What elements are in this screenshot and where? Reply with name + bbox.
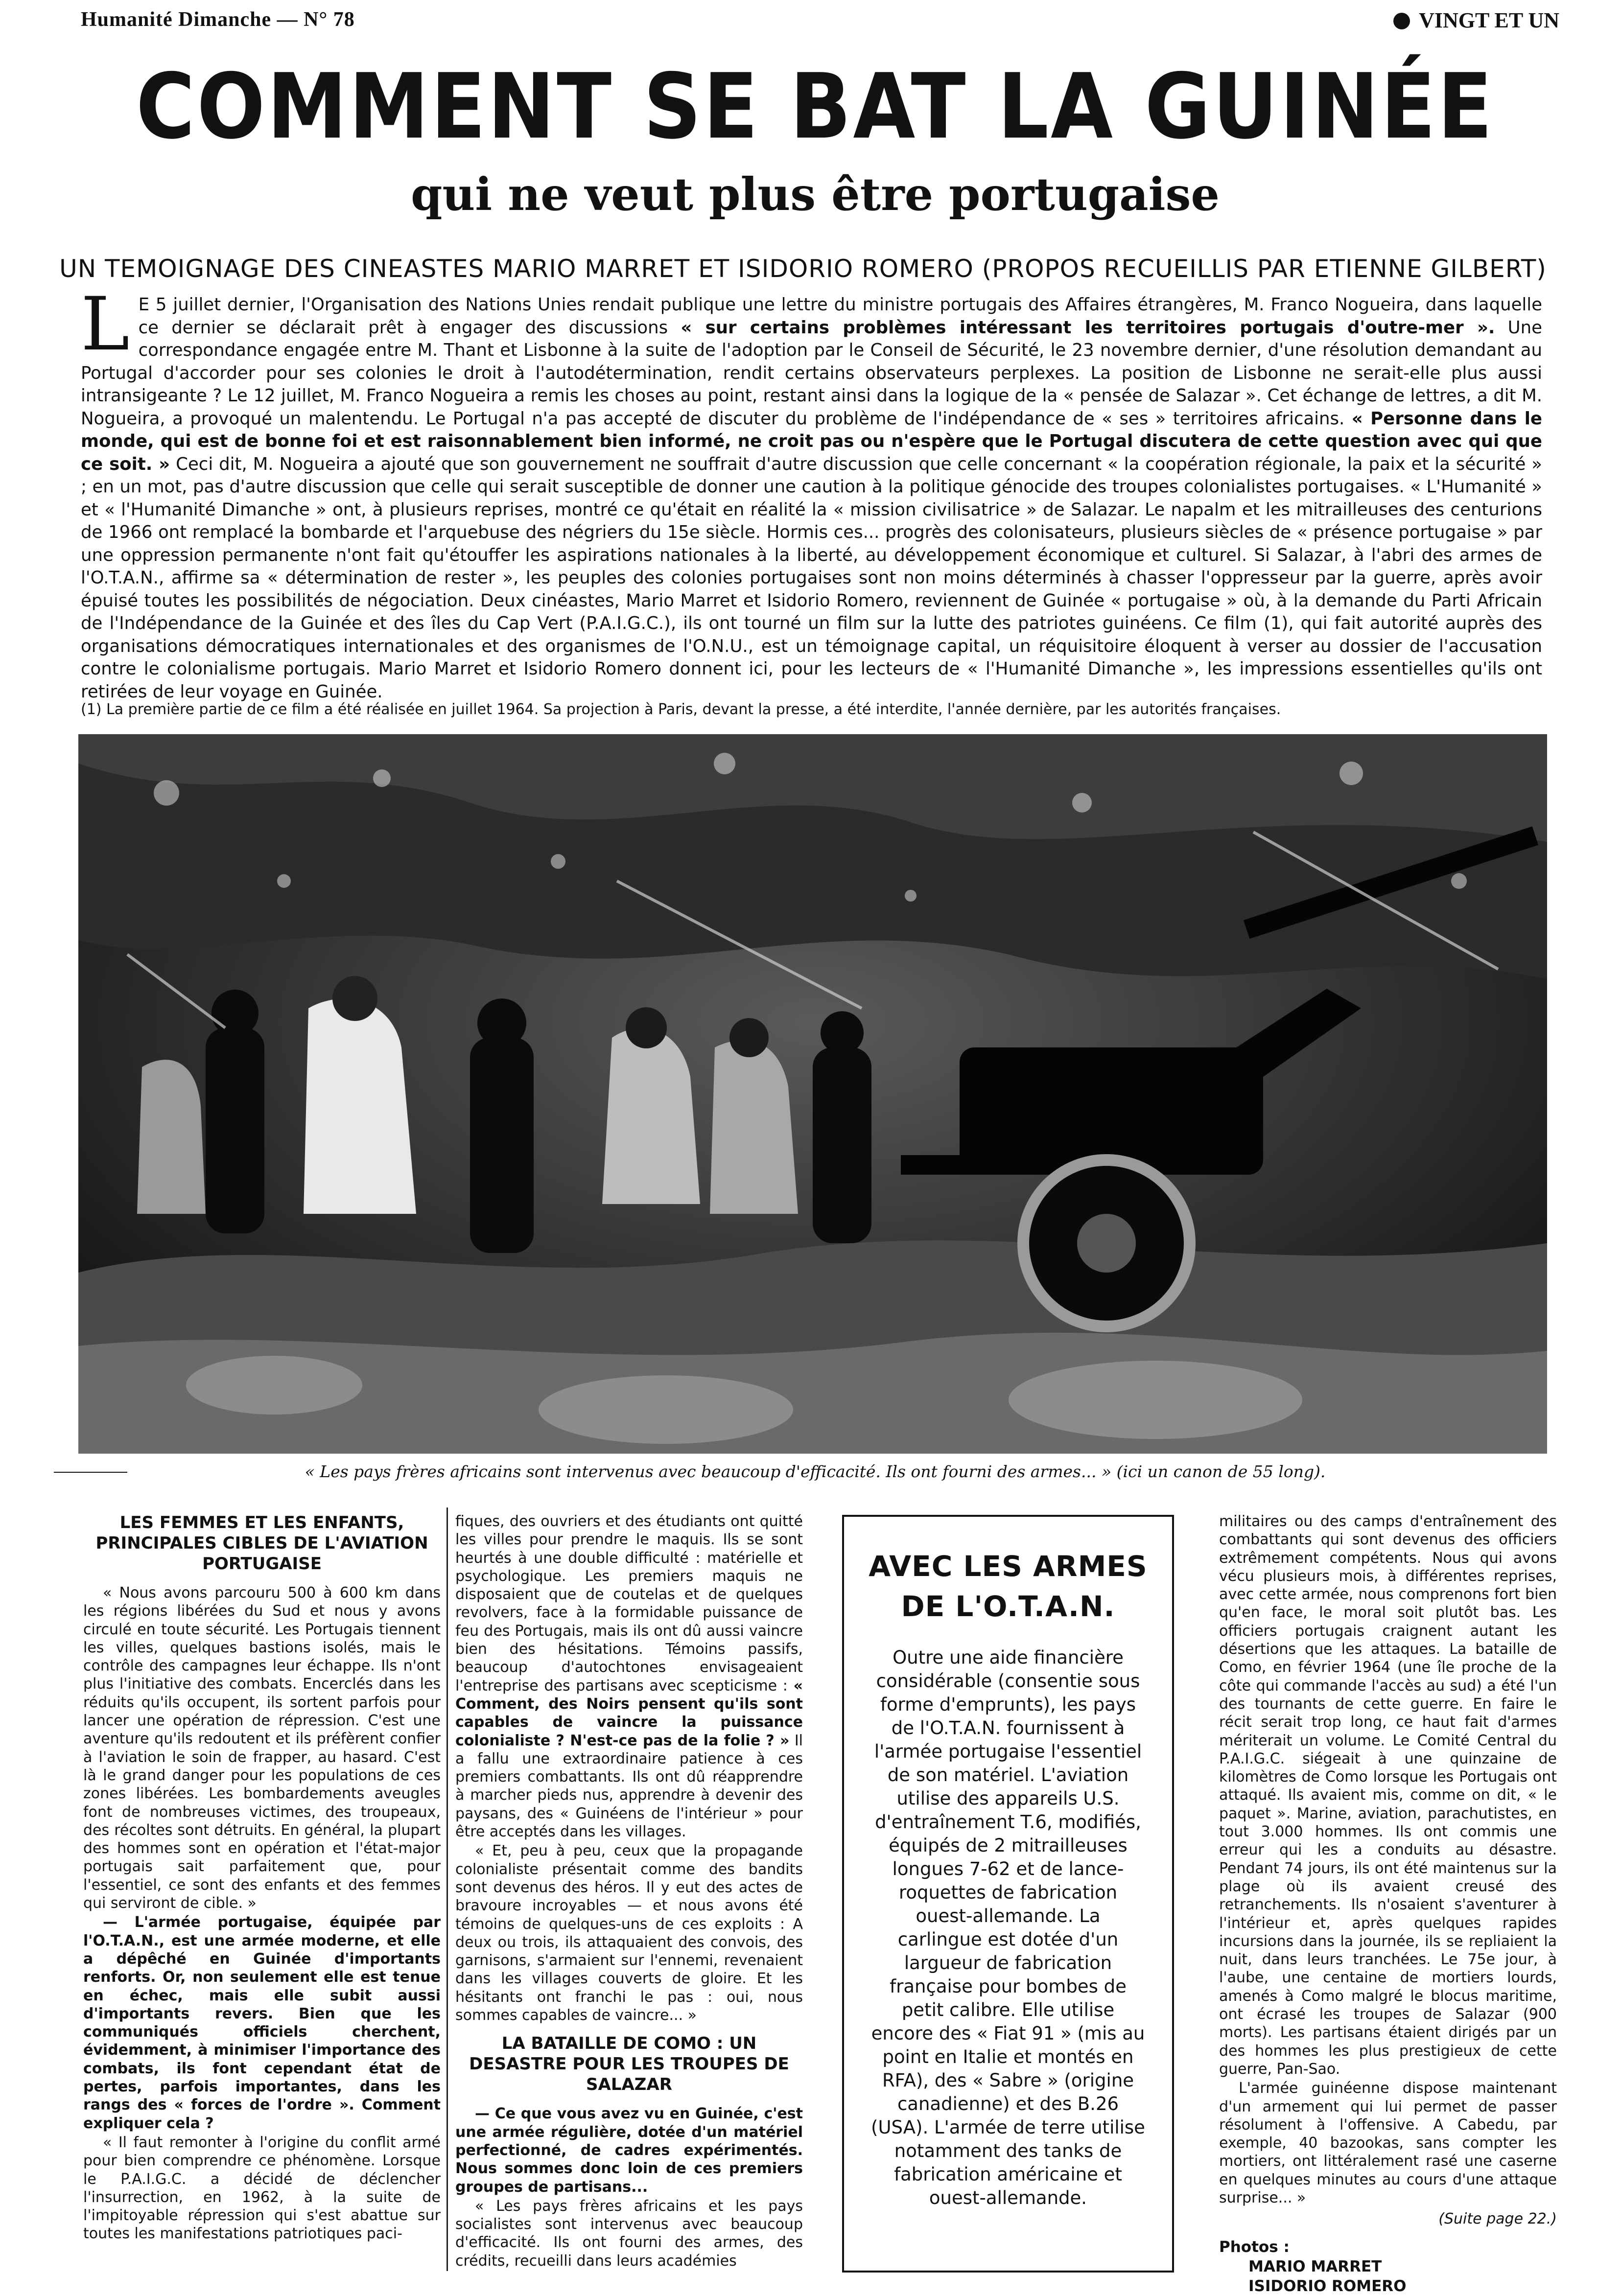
box-title: AVEC LES ARMES DE L'O.T.A.N. [869,1550,1148,1623]
photo-caption: « Les pays frères africains sont intervenus avec beaucoup d'efficacité. Ils ont fourni des armes... » (ici un canon de 55 long). [83,1461,1547,1483]
column-3 [1219,1512,1557,2296]
intro-p3: Ceci dit, M. Nogueira a ajouté que son gouvernement ne souffrait d'autre discussion que celle concernant « la coopération régionale, la paix et la sécurité » ; en un mot, pas d'autre discussion que celle qui serait susceptible de donner une caution à la politique génocide des troupes colonialistes portugaises. « L'Humanité » et « l'Humanité Dimanche » ont, à plusieurs reprises, montré ce qu'était en réalité la « mission civilisatrice » de Salazar. Le napalm et les mitrailleuses des centurions de 1966 ont remplacé la bombarde et l'arquebuse des négriers du 15e siècle. Hormis ces... progrès des colonisateurs, plusieurs siècles de « présence portugaise » par une oppression permanente n'ont fait qu'étouffer les aspirations nationales à la liberté, au développement économique et culturel. Si Salazar, à l'abri des armes de l'O.T.A.N., affirme sa « détermination de rester », les peuples des colonies portugaises sont non moins déterminés à chasser l'oppresseur par la guerre, après avoir épuisé toutes les possibilités de négociation. Deux cinéastes, Mario Marret et Isidorio Romero, reviennent de Guinée « portugaise » où, à la demande du Parti Africain de l'Indépendance de la Guinée et des îles du Cap Vert (P.A.I.G.C.), ils ont tourné un film sur la lutte des patriotes guinéens. Ce film (1), qui fait autorité auprès des organisations démocratiques internationales et des organismes de l'O.N.U., est un témoignage capital, un réquisitoire éloquent à verser au dossier de l'accusation contre le colonialisme portugais. Mario Marret et Isidorio Romero donnent ici, pour les lecteurs de « l'Humanité Dimanche », les impressions essentielles qu'ils ont retirées de leur voyage en Guinée. [81,454,1542,702]
col1-question: — L'armée portugaise, équipée par l'O.T.A.N., est une armée moderne, et elle a dépêché en Guinée d'importants renforts. Or, non seulement elle est tenue en échec, mais elle subit aussi d'importants revers. Bien que les communiqués officiels cherchent, évidemment, à minimiser l'importance des combats, ils font cependant état de pertes, parfois importantes, dans les rangs des « forces de l'ordre ». Comment expliquer cela ? [83,1914,441,2132]
section-heading-1: LES FEMMES ET LES ENFANTS, PRINCIPALES CIBLES DE L'AVIATION PORTUGAISE [95,1513,428,1574]
col2-p1: fiques, des ouvriers et des étudiants ont quitté les villes pour prendre le maquis. Ils se sont heurtés à une double difficulté : matérielle et psychologique. Les premiers maquis ne disposaient que de coutelas et de quelques revolvers, face à la formidable puissance de feu des Portugais, mais ils ont dû aussi vaincre bien des hésitations. Témoins passifs, beaucoup d'autochtones envisageaient l'entreprise des partisans avec scepticisme : [455,1513,803,1694]
intro-p2: Une correspondance engagée entre M. Thant et Lisbonne à la suite de l'adoption par le Conseil de Sécurité, le 23 novembre dernier, d'une résolution demandant au Portugal d'accorder pour ses colonies le droit à l'autodétermination, rendit certains observateurs perplexes. La position de Lisbonne ne serait-elle plus aussi intransigeante ? Le 12 juillet, M. Franco Nogueira a remis les choses au point, restant ainsi dans la logique de la « pensée de Salazar ». Cet échange de lettres, a dit M. Nogueira, a provoqué un malentendu. Le Portugal n'a pas accepté de discuter du problème de l'indépendance de « ses » territoires africains. [81,317,1543,429]
page-header [81,8,1559,37]
continued-notice: (Suite page 22.) [1438,2210,1557,2228]
col1-paragraph: « Nous avons parcouru 500 à 600 km dans les régions libérées du Sud et nous y avons circulé en toute sécurité. Les Portugais tiennent les villes, quelques bastions isolés, mais le contrôle des campagnes leur échappe. Ils n'ont plus l'initiative des combats. Encerclés dans les réduits qu'ils occupent, ils sortent parfois pour lancer une opération de répression. C'est une aventure qu'ils redoutent et ils préfèrent confier à l'aviation le soin de frapper, au hasard. C'est là le grand danger pour les populations de ces zones libérées. Les bombardements aveugles font de nombreuses victimes, des troupeaux, des récoltes sont détruits. En général, la plupart des hommes sont en opération et l'état-major portugais sait parfaitement que, pour l'essentiel, ce sont des enfants et des femmes qui serviront de cible. » [83,1584,441,1912]
page-number-label: VINGT ET UN [1419,8,1559,32]
col2-paragraph [455,1512,803,1841]
photographer-name: ISIDORIO ROMERO [1248,2277,1407,2295]
photos-label: Photos : [1219,2238,1290,2256]
bullet-icon [1393,13,1410,29]
col2-p1-end: Il a fallu une extraordinaire patience à ces premiers combattants. Ils ont dû réapprendre à marcher pieds nus, apprendre à devenir des paysans, des « Guinéens de l'intérieur » pour être acceptés dans les villages. [455,1732,803,1841]
intro-quote-1: « sur certains problèmes intéressant les territoires portugais d'outre-mer ». [681,317,1495,338]
col2-paragraph: « Les pays frères africains et les pays socialistes sont intervenus avec beaucoup d'efficacité. Ils ont fourni des armes, des crédits, recueilli dans leurs académies [455,2197,803,2270]
footnote: (1) La première partie de ce film a été réalisée en juillet 1964. Sa projection à Paris, devant la presse, a été interdite, l'année dernière, par les autorités françaises. [81,701,1281,718]
subheadline: qui ne veut plus être portugaise [411,168,1220,221]
publication-name: Humanité Dimanche — N° 78 [81,8,355,31]
col2-quote: « Comment, des Noirs pensent qu'ils sont capables de vaincre la puissance colonialiste ? N'est-ce pas de la folie ? » [455,1677,803,1749]
page-number [1393,8,1559,33]
intro-quote-2: « Personne dans le monde, qui est de bonne foi et est raisonnablement bien informé, ne croit pas ou n'espère que le Portugal discutera de cette question avec qui que ce soit. » [81,408,1542,474]
article-photo [78,734,1547,1454]
photo-guerrillas-with-cannon [78,734,1547,1454]
col3-paragraph: L'armée guinéenne dispose maintenant d'un armement qui lui permet de passer résolument à l'offensive. A Cabedu, par exemple, 40 bazookas, sans compter les mortiers, ont littéralement rasé une caserne en quelques minutes au cours d'une attaque surprise... » [1219,2080,1557,2206]
photographer-name: MARIO MARRET [1248,2257,1382,2275]
sidebar-box [842,1515,1174,2273]
col2-question: — Ce que vous avez vu en Guinée, c'est une armée régulière, dotée d'un matériel perfectionné, de cadres expérimentés. Nous sommes donc loin de ces premiers groupes de partisans... [455,2105,803,2196]
column-2 [455,1512,803,2271]
section-heading-2: LA BATAILLE DE COMO : UN DESASTRE POUR LES TROUPES DE SALAZAR [469,2034,789,2095]
col3-paragraph: militaires ou des camps d'entraînement des combattants qui sont devenus des officiers extrêmement compétents. Nous qui avons vécu plusieurs mois, à différentes reprises, avec cette armée, nous comprenons fort bien qu'en face, le moral soit plutôt bas. Les officiers portugais craignent autant les désertions que les attaques. La bataille de Como, en février 1964 (une île proche de la côte qui commande l'accès au sud) a été l'un des tournants de cette guerre. En faire le récit serait trop long, ce haut fait d'armes mériterait un volume. Le Comité Central du P.A.I.G.C. siégeait à une quinzaine de kilomètres de Como lorsque les Portugais ont attaqué. Ils avaient mis, comme on dit, « le paquet ». Marine, aviation, parachutistes, en tout 3.000 hommes. Ils ont commis une erreur qui les a conduits au désastre. Pendant 74 jours, ils ont été maintenus sur la plage où ils avaient creusé des retranchements. Ils n'osaient s'aventurer à l'intérieur et, après quelques rapides incursions dans la journée, ils se repliaient la nuit, dans leurs tranchées. Le 75e jour, à l'aube, une centaine de mortiers lourds, amenés à Como malgré le blocus maritime, ont écrasé les troupes de Salazar (900 morts). Les partisans étaient dirigés par un des hommes les plus prestigieux de cette guerre, Pan-Sao. [1219,1513,1557,2078]
box-text: Outre une aide financière considérable (consentie sous forme d'emprunts), les pays de l'O.T.A.N. fournissent à l'armée portugaise l'essentiel de son matériel. L'aviation utilise des appareils U.S. d'entraînement T.6, modifiés, équipés de 2 mitrailleuses longues 7-62 et de lance-roquettes de fabrication ouest-allemande. La carlingue est dotée d'un largueur de fabrication française pour bombes de petit calibre. Elle utilise encore des « Fiat 91 » (mis au point en Italie et montés en RFA), des « Sabre » (origine canadienne) et des B.26 (USA). L'armée de terre utilise notamment des tanks de fabrication américaine et ouest-allemande. [871,1647,1145,2208]
dropcap: L [81,282,130,367]
intro-p1: E 5 juillet dernier, l'Organisation des Nations Unies rendait publique une lettre du ministre portugais des Affaires étrangères, M. Franco Nogueira, dans laquelle ce dernier se déclarait prêt à engager des discussions [138,295,1542,338]
headline: COMMENT SE BAT LA GUINÉE [136,54,1495,159]
col2-paragraph: « Et, peu à peu, ceux que la propagande colonialiste présentait comme des bandits sont devenus des héros. Il y eut des actes de bravoure incroyables — et nous avons été témoins de quelques-uns de ces exploits : A deux ou trois, ils attaquaient des convois, des garnisons, s'armaient sur l'ennemi, revenaient dans les villages couverts de gloire. Et les hésitants ont franchi le pas : oui, nous sommes capables de vaincre... » [455,1842,803,2024]
column-1 [83,1512,441,2244]
photo-credits [1219,2237,1557,2296]
byline: UN TEMOIGNAGE DES CINEASTES MARIO MARRET ET ISIDORIO ROMERO (PROPOS RECUEILLIS PAR ETIENNE GILBERT) [59,255,1547,283]
col1-paragraph: « Il faut remonter à l'origine du conflit armé pour bien comprendre ce phénomène. Lorsque le P.A.I.G.C. a décidé de déclencher l'insurrection, en 1962, à la suite de l'impitoyable répression qui s'est abattue sur toutes les manifestations patriotiques paci- [83,2134,441,2243]
column-divider [446,1507,448,2271]
intro-text [81,282,1543,703]
